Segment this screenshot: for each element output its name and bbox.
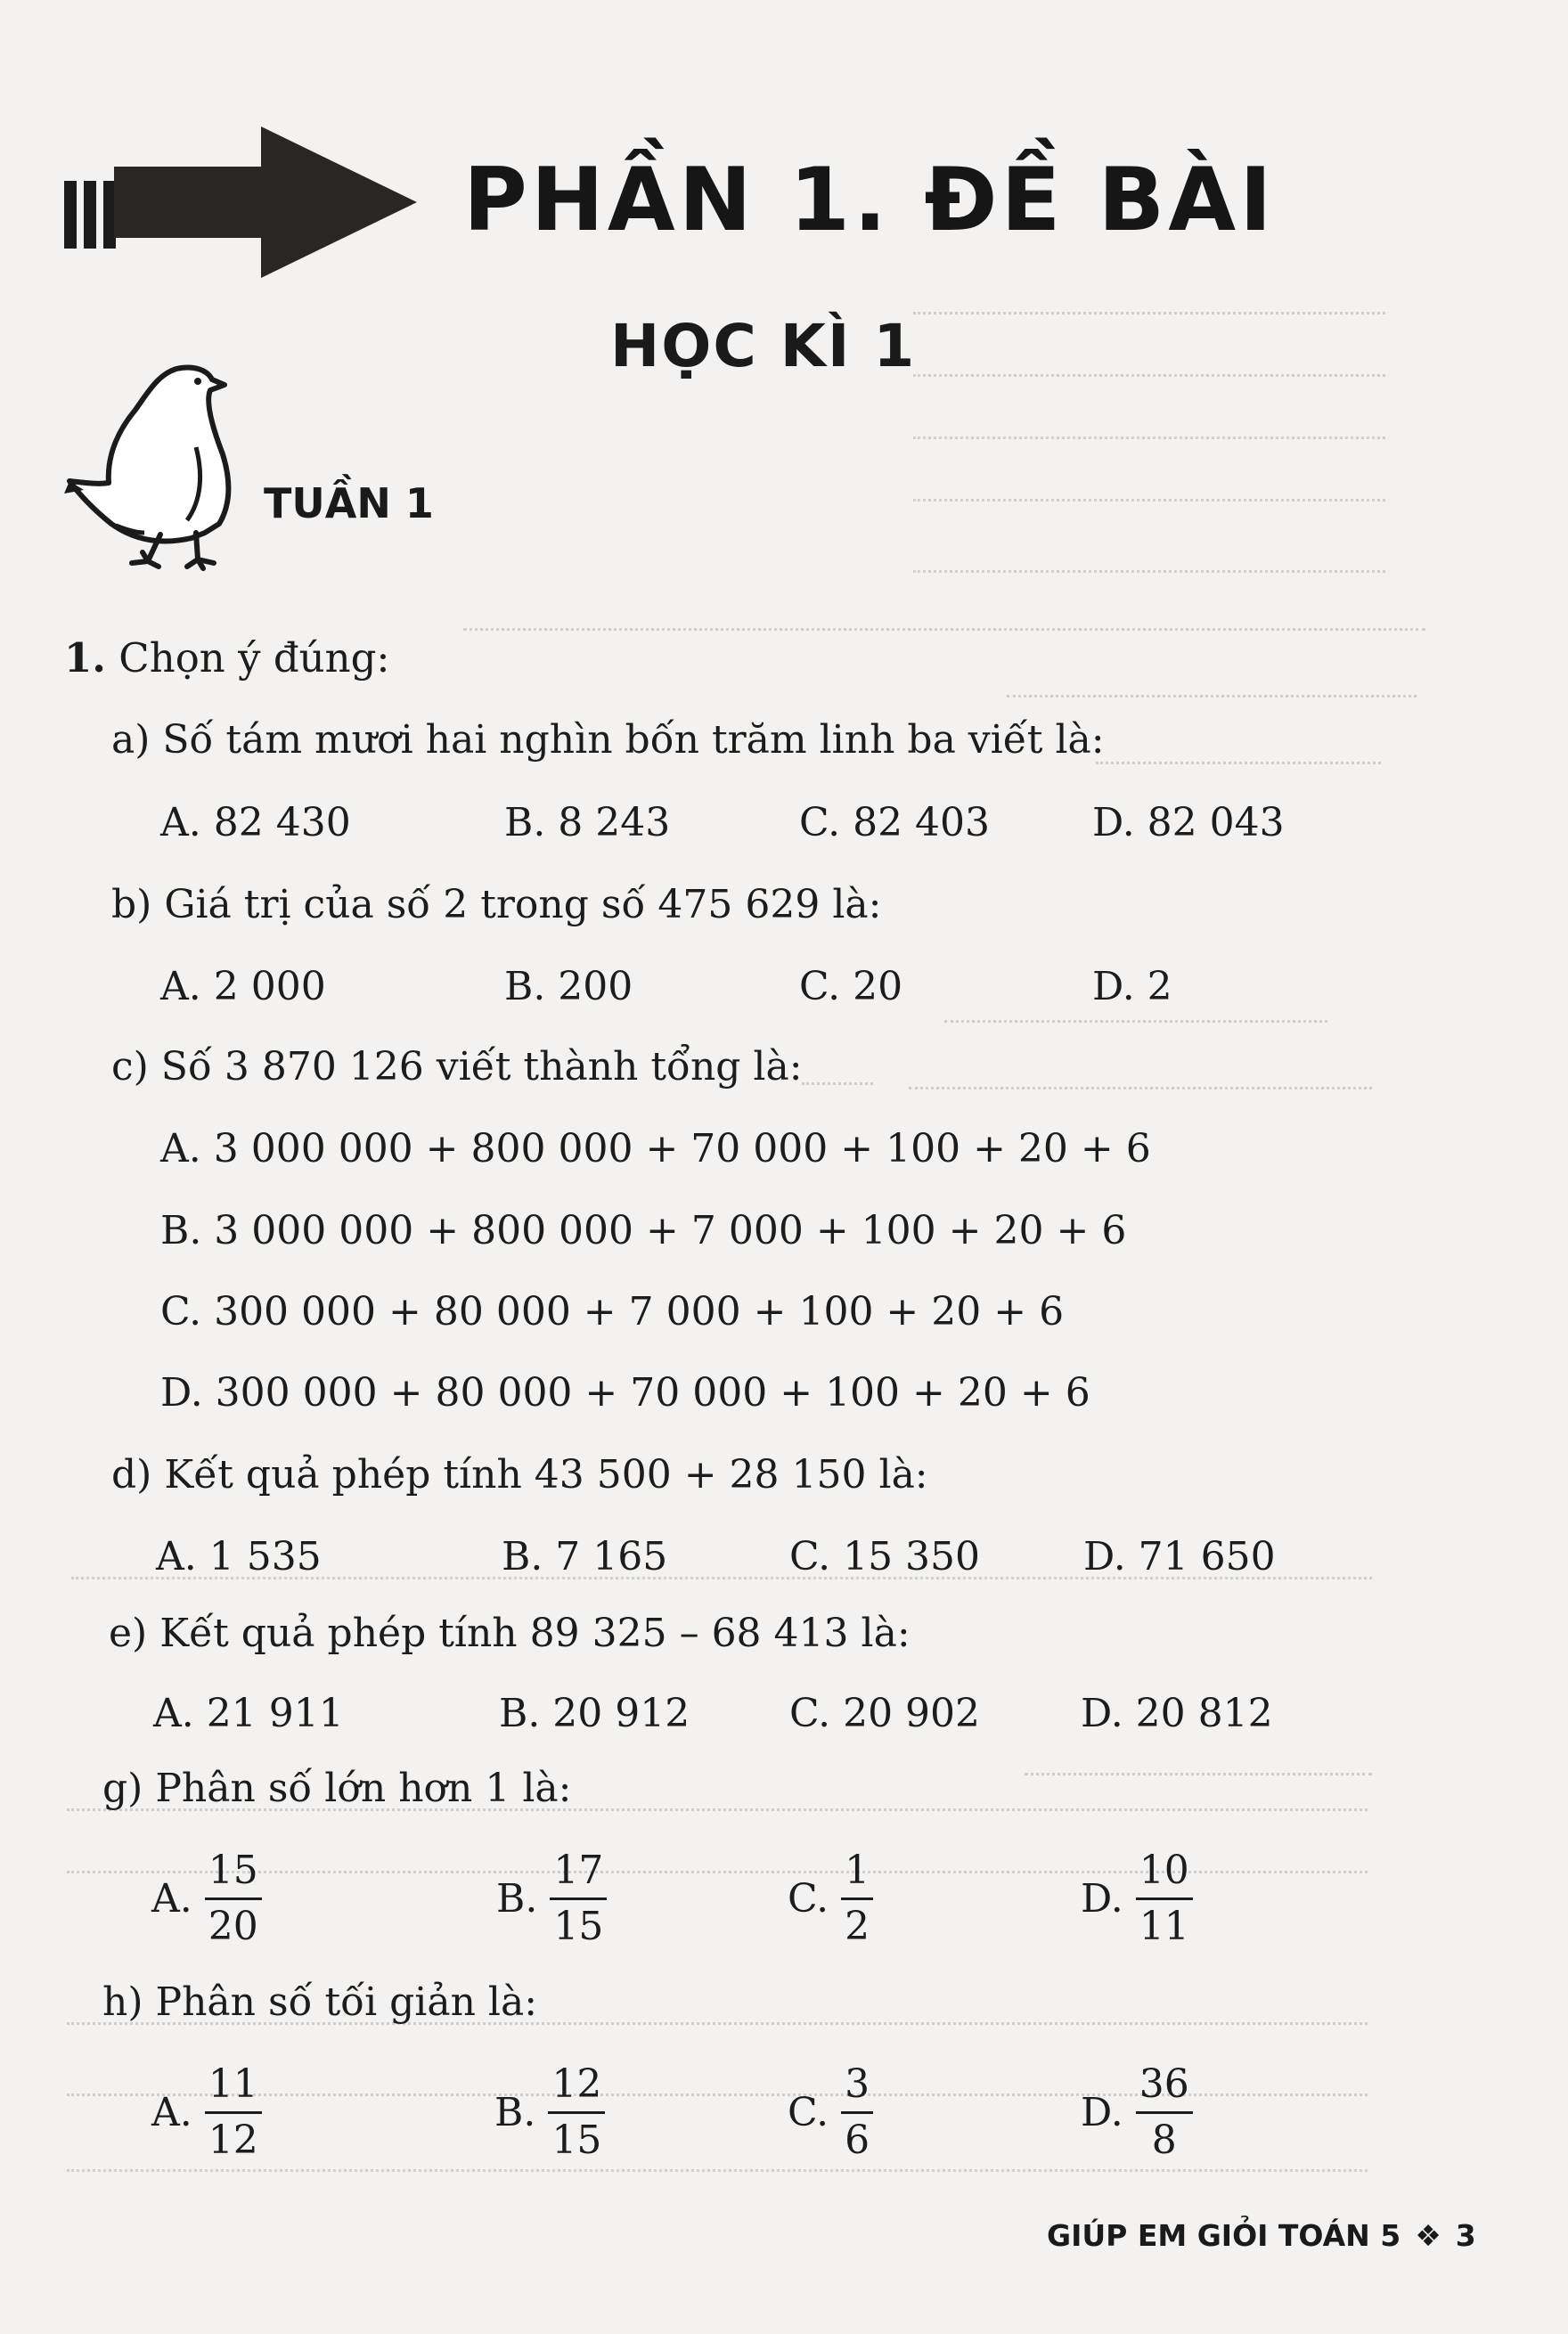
fraction bbox=[548, 2058, 605, 2167]
part-h-option-b bbox=[494, 2058, 605, 2167]
part-b-stem: b) Giá trị của số 2 trong số 475 629 là: bbox=[111, 882, 882, 927]
arrow-right-icon bbox=[114, 126, 417, 278]
part-h-option-d bbox=[1081, 2058, 1193, 2167]
option-letter: B. bbox=[494, 2090, 536, 2135]
numerator: 17 bbox=[550, 1844, 607, 1900]
bird-icon bbox=[62, 349, 249, 572]
part-g-option-a bbox=[151, 1844, 262, 1954]
part-a-stem: a) Số tám mươi hai nghìn bốn trăm linh ba viết là: bbox=[111, 717, 1105, 763]
denominator: 6 bbox=[845, 2118, 870, 2163]
denominator: 15 bbox=[551, 2118, 602, 2163]
part-h-option-c bbox=[788, 2058, 873, 2167]
option-letter: D. bbox=[1081, 1876, 1123, 1922]
part-d-option-b: B. 7 165 bbox=[502, 1534, 668, 1579]
fraction bbox=[205, 2058, 262, 2167]
option-letter: C. bbox=[788, 2090, 829, 2135]
part-c-option-d: D. 300 000 + 80 000 + 70 000 + 100 + 20 + 6 bbox=[160, 1370, 1090, 1416]
part-a-option-c: C. 82 403 bbox=[799, 800, 991, 845]
part-a-option-a: A. 82 430 bbox=[160, 800, 351, 845]
book-title: GIÚP EM GIỎI TOÁN 5 bbox=[1047, 2218, 1401, 2253]
numerator: 36 bbox=[1136, 2058, 1193, 2114]
part-b-option-d: D. 2 bbox=[1092, 964, 1172, 1009]
part-b-option-b: B. 200 bbox=[504, 964, 633, 1009]
option-letter: C. bbox=[788, 1876, 829, 1922]
diamond-cluster-icon: ❖ bbox=[1415, 2218, 1441, 2253]
numerator: 1 bbox=[841, 1844, 873, 1900]
part-d-stem: d) Kết quả phép tính 43 500 + 28 150 là: bbox=[111, 1452, 928, 1498]
part-title: PHẦN 1. ĐỀ BÀI bbox=[463, 150, 1276, 251]
part-e-option-b: B. 20 912 bbox=[499, 1691, 690, 1736]
part-d-option-a: A. 1 535 bbox=[156, 1534, 322, 1579]
part-e-option-d: D. 20 812 bbox=[1081, 1691, 1273, 1736]
fraction bbox=[1136, 1844, 1193, 1954]
denominator: 20 bbox=[208, 1904, 258, 1949]
numerator: 15 bbox=[205, 1844, 262, 1900]
question-number: 1. bbox=[64, 634, 106, 681]
denominator: 2 bbox=[845, 1904, 870, 1949]
denominator: 12 bbox=[208, 2118, 258, 2163]
page-number: 3 bbox=[1455, 2218, 1476, 2253]
option-letter: A. bbox=[151, 2090, 192, 2135]
question-instruction: Chọn ý đúng: bbox=[118, 634, 390, 681]
part-h-option-a bbox=[151, 2058, 262, 2167]
part-g-option-b bbox=[496, 1844, 607, 1954]
denominator: 8 bbox=[1151, 2118, 1177, 2163]
denominator: 15 bbox=[553, 1904, 604, 1949]
part-g-stem: g) Phân số lớn hơn 1 là: bbox=[102, 1766, 572, 1811]
option-letter: A. bbox=[151, 1876, 192, 1922]
option-letter: B. bbox=[496, 1876, 538, 1922]
numerator: 10 bbox=[1136, 1844, 1193, 1900]
page-footer bbox=[1047, 2218, 1476, 2253]
part-g-option-c bbox=[788, 1844, 873, 1954]
numerator: 11 bbox=[205, 2058, 262, 2114]
part-c-option-c: C. 300 000 + 80 000 + 7 000 + 100 + 20 + 6 bbox=[160, 1289, 1065, 1334]
part-a-option-d: D. 82 043 bbox=[1092, 800, 1285, 845]
part-d-option-d: D. 71 650 bbox=[1083, 1534, 1276, 1579]
part-d-option-c: C. 15 350 bbox=[789, 1534, 981, 1579]
question-1-title bbox=[64, 634, 390, 681]
part-e-option-a: A. 21 911 bbox=[153, 1691, 344, 1736]
part-b-option-a: A. 2 000 bbox=[160, 964, 326, 1009]
part-e-option-c: C. 20 902 bbox=[789, 1691, 981, 1736]
option-letter: D. bbox=[1081, 2090, 1123, 2135]
week-title: TUẦN 1 bbox=[264, 479, 434, 527]
term-title: HỌC KÌ 1 bbox=[610, 312, 917, 380]
part-e-stem: e) Kết quả phép tính 89 325 – 68 413 là: bbox=[109, 1611, 911, 1656]
part-c-option-b: B. 3 000 000 + 800 000 + 7 000 + 100 + 20 + 6 bbox=[160, 1208, 1127, 1253]
fraction bbox=[1136, 2058, 1193, 2167]
fraction bbox=[205, 1844, 262, 1954]
part-g-option-d bbox=[1081, 1844, 1193, 1954]
fraction bbox=[841, 2058, 873, 2167]
numerator: 3 bbox=[841, 2058, 873, 2114]
fraction bbox=[841, 1844, 873, 1954]
part-c-option-a: A. 3 000 000 + 800 000 + 70 000 + 100 + 20 + 6 bbox=[160, 1126, 1151, 1171]
numerator: 12 bbox=[548, 2058, 605, 2114]
part-c-stem: c) Số 3 870 126 viết thành tổng là: bbox=[111, 1044, 803, 1089]
fraction bbox=[550, 1844, 607, 1954]
part-a-option-b: B. 8 243 bbox=[504, 800, 671, 845]
part-b-option-c: C. 20 bbox=[799, 964, 903, 1009]
part-h-stem: h) Phân số tối giản là: bbox=[102, 1979, 538, 2025]
denominator: 11 bbox=[1139, 1904, 1189, 1949]
